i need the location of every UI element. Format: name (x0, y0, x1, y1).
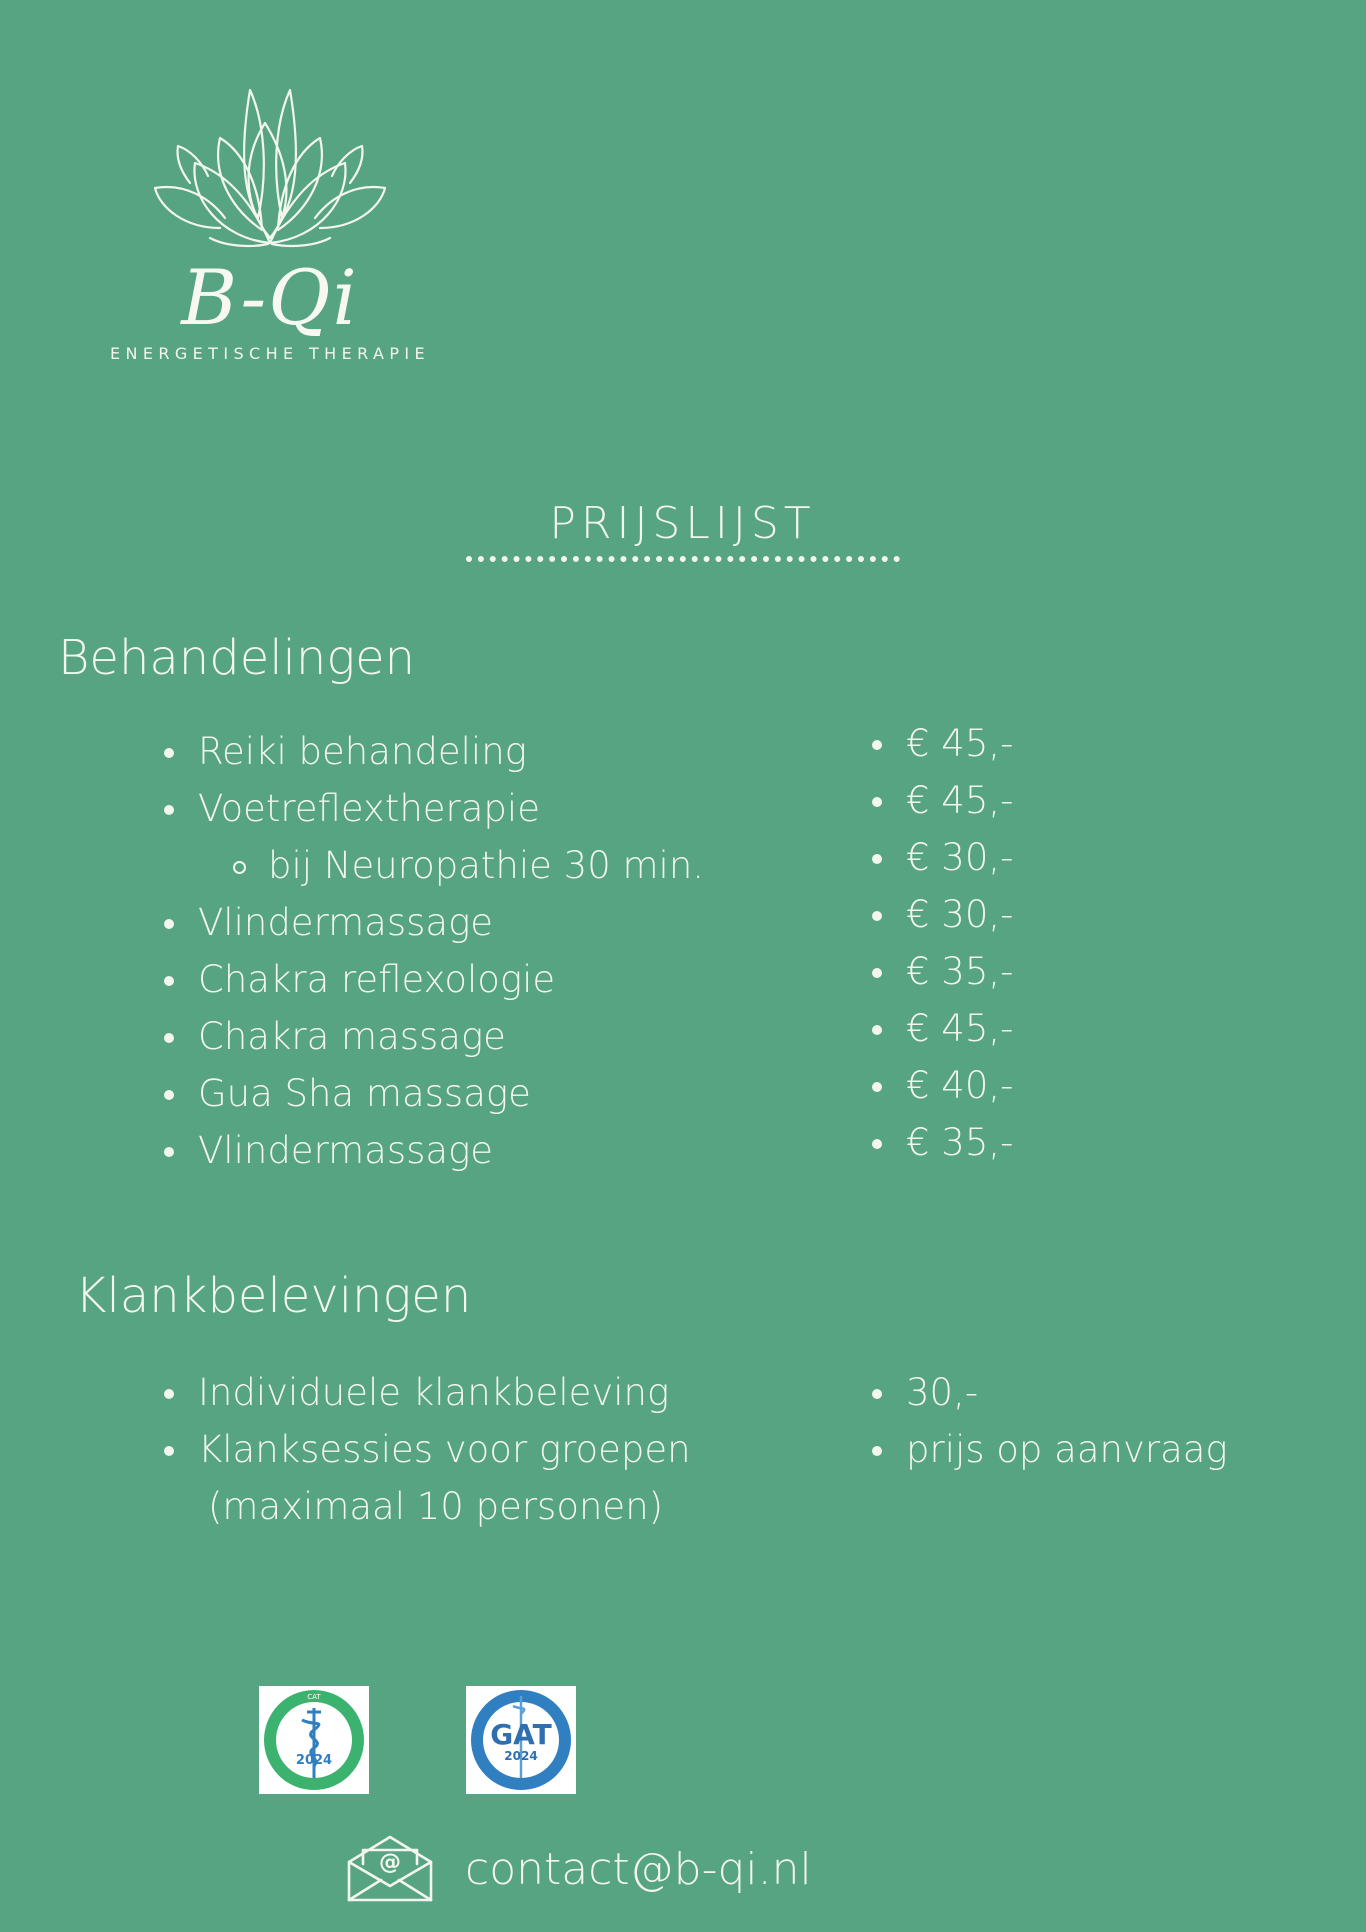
section-title-klankbelevingen: Klankbelevingen (75, 1268, 472, 1324)
price-item: € 45,- (906, 715, 1306, 772)
price-item: € 30,- (906, 829, 1306, 886)
price-item: € 35,- (906, 943, 1306, 1000)
title-dotted-underline (466, 556, 900, 562)
sound-session-price-list (906, 1364, 1326, 1478)
price-item: € 35,- (906, 1114, 1306, 1171)
price-item: 30,- (906, 1364, 1326, 1421)
price-item: € 45,- (906, 772, 1306, 829)
email-envelope-icon (345, 1834, 435, 1904)
list-item: Reiki behandeling (198, 723, 798, 780)
treatment-list (198, 723, 798, 1179)
price-item: prijs op aanvraag (906, 1421, 1326, 1478)
page-title: PRIJSLIJST (549, 498, 816, 549)
list-item: Klanksessies voor groepen (198, 1421, 798, 1478)
badge-abbreviation: CAT (307, 1693, 321, 1701)
cat-certification-badge (259, 1686, 369, 1794)
section-title-behandelingen: Behandelingen (58, 630, 416, 686)
brand-name: B-Qi (181, 253, 359, 342)
list-item: Individuele klankbeleving (198, 1364, 798, 1421)
contact-line (345, 1834, 812, 1904)
contact-email-link[interactable]: contact@b-qi.nl (465, 1843, 812, 1895)
badge-year: 2024 (295, 1753, 333, 1768)
brand-logo (70, 78, 470, 368)
list-item-continuation: (maximaal 10 personen) (208, 1485, 664, 1528)
badge-abbreviation: GAT (490, 1718, 552, 1751)
price-item: € 30,- (906, 886, 1306, 943)
treatment-price-list (906, 715, 1306, 1171)
lotus-flower-icon (150, 78, 390, 248)
gat-certification-badge (466, 1686, 576, 1794)
price-item: € 45,- (906, 1000, 1306, 1057)
list-item: Voetreflextherapie (198, 780, 798, 837)
list-item: Chakra reflexologie (198, 951, 798, 1008)
svg-text:@: @ (379, 1850, 401, 1875)
list-subitem: bij Neuropathie 30 min. (198, 837, 798, 894)
price-item: € 40,- (906, 1057, 1306, 1114)
badge-ring-text: GESCHILLEN ALTERNATIEVE THERAPEUTEN (483, 1738, 559, 1778)
list-item: Chakra massage (198, 1008, 798, 1065)
list-item: Gua Sha massage (198, 1065, 798, 1122)
sound-session-list (198, 1364, 798, 1535)
list-item: Vlindermassage (198, 894, 798, 951)
list-item: Vlindermassage (198, 1122, 798, 1179)
badge-ring-text: COLLECTIEF ALTERNATIEVE THERAPEUTEN (276, 1739, 352, 1778)
brand-tagline: ENERGETISCHE THERAPIE (109, 344, 431, 363)
badge-year: 2024 (504, 1749, 538, 1763)
